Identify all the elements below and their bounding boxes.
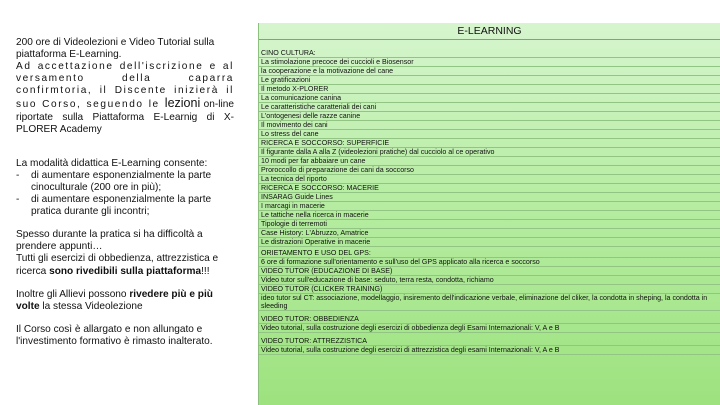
review-bold: rivedere più e più volte bbox=[16, 288, 213, 312]
practice-note: Spesso durante la pratica si ha difficoltà a prendere appunti… bbox=[16, 229, 203, 253]
table-row: VIDEO TUTOR (EDUCAZIONE DI BASE) bbox=[259, 267, 720, 276]
table-row: Il figurante dalla A alla Z (videolezioni pratiche) dal cucciolo al ce operativo bbox=[259, 148, 720, 157]
table-row: ORIETAMENTO E USO DEL GPS: bbox=[259, 247, 720, 258]
lezioni-word: lezioni bbox=[164, 96, 201, 111]
table-row: La stimolazione precoce dei cuccioli e Biosensor bbox=[259, 58, 720, 67]
table-row: Case History: L'Abruzzo, Amatrice bbox=[259, 229, 720, 238]
table-row: Tipologie di terremoti bbox=[259, 220, 720, 229]
closing-paragraph: Il Corso così è allargato e non allungato e l'investimento formativo è rimasto inalterato. bbox=[16, 323, 213, 347]
exercises-text: Tutti gli esercizi di obbedienza, attrezzistica e ricerca bbox=[16, 253, 219, 277]
table-row: L'ontogenesi delle razze canine bbox=[259, 112, 720, 121]
table-row: Le caratteristiche caratteriali dei cani bbox=[259, 103, 720, 112]
table-row: Video tutorial, sulla costruzione degli esercizi di attrezzistica degli esami Internazionali: V, A e B bbox=[259, 346, 720, 355]
table-row: Il metodo X-PLORER bbox=[259, 85, 720, 94]
table-row: Proroccollo di preparazione dei cani da soccorso bbox=[259, 166, 720, 175]
modality-heading: La modalità didattica E-Learning consente: bbox=[16, 157, 208, 169]
table-row: La tecnica del riporto bbox=[259, 175, 720, 184]
table-row: Video tutor sull'educazione di base: seduto, terra resta, condotta, richiamo bbox=[259, 276, 720, 285]
elearning-table bbox=[258, 23, 720, 405]
table-row: RICERCA E SOCCORSO: MACERIE bbox=[259, 184, 720, 193]
exercises-bold: sono rivedibili sulla piattaforma bbox=[49, 265, 202, 277]
benefit-item: - di aumentare esponenzialmente la parte pratica durante gli incontri; bbox=[16, 194, 234, 218]
table-row: INSARAG Guide Lines bbox=[259, 193, 720, 202]
table-row: Lo stress del cane bbox=[259, 130, 720, 139]
benefit-item: - di aumentare esponenzialmente la parte cinoculturale (200 ore in più); bbox=[16, 170, 234, 194]
review-text: Inoltre gli Allievi possono bbox=[16, 288, 130, 300]
table-row: ideo tutor sul CT: associazione, modellaggio, insiremento dell'indicazione verbale, eliminazione del cliker, la condotta in sheping, la condotta in sleeding bbox=[259, 294, 720, 311]
table-row: Le tattiche nella ricerca in macerie bbox=[259, 211, 720, 220]
table-title: E-LEARNING bbox=[259, 23, 720, 40]
benefits-list bbox=[16, 170, 234, 218]
table-row: Le gratificazioni bbox=[259, 76, 720, 85]
table-row: Video tutorial, sulla costruzione degli esercizi di obbedienza degli Esami Internazionali: V, A e B bbox=[259, 324, 720, 333]
intro-paragraph: 200 ore di Videolezioni e Video Tutorial sulla piattaforma E-Learning. bbox=[16, 37, 215, 61]
table-row: 6 ore di formazione sull'orientamento e sull'uso del GPS applicato alla ricerca e soccorso bbox=[259, 258, 720, 267]
table-rows bbox=[259, 49, 720, 355]
table-row: VIDEO TUTOR: ATTREZZISTICA bbox=[259, 333, 720, 346]
enrollment-text-end: on-line riportate sulla Piattaforma E-Learnig di X-PLORER Academy bbox=[16, 99, 234, 135]
enrollment-text: Ad accettazione dell'iscrizione e al versamento della caparra confirmtoria, il Discente inizierà il suo Corso, seguendo le bbox=[16, 61, 234, 111]
table-row: RICERCA E SOCCORSO: SUPERFICIE bbox=[259, 139, 720, 148]
table-row: VIDEO TUTOR: OBBEDIENZA bbox=[259, 311, 720, 324]
table-row: I marcagi in macerie bbox=[259, 202, 720, 211]
table-row: Le distrazioni Operative in macerie bbox=[259, 238, 720, 247]
enrollment-paragraph bbox=[16, 61, 234, 136]
table-row: VIDEO TUTOR (CLICKER TRAINING) bbox=[259, 285, 720, 294]
table-row: La comunicazione canina bbox=[259, 94, 720, 103]
exercises-exclaim: !!! bbox=[201, 265, 210, 277]
table-row: la cooperazione e la motivazione del cane bbox=[259, 67, 720, 76]
review-paragraph bbox=[16, 289, 234, 313]
table-row: 10 modi per far abbaiare un cane bbox=[259, 157, 720, 166]
review-text-end: la stessa Videolezione bbox=[39, 300, 143, 312]
description-column bbox=[16, 37, 234, 348]
table-row: Il movimento dei cani bbox=[259, 121, 720, 130]
exercises-paragraph bbox=[16, 253, 234, 277]
table-row: CINO CULTURA: bbox=[259, 49, 720, 58]
